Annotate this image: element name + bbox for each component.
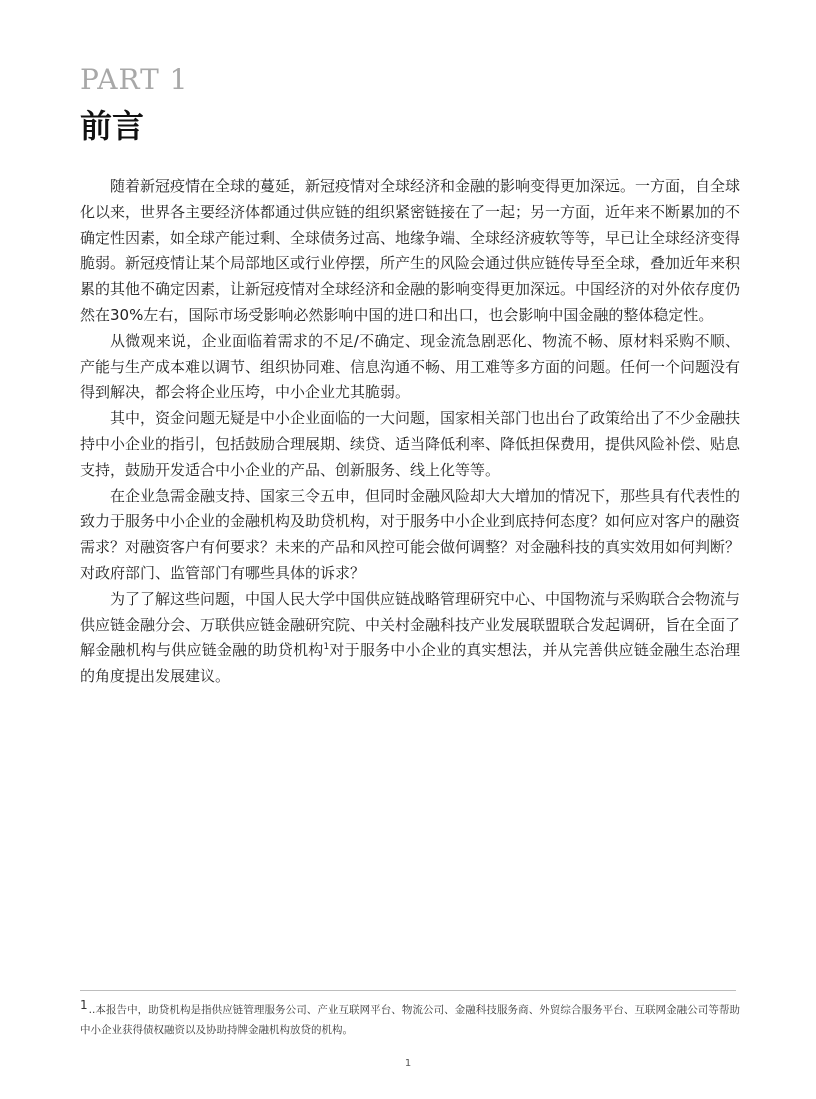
- body-text: [80, 174, 740, 690]
- footnote-text: 本报告中，助贷机构是指供应链管理服务公司、产业互联网平台、物流公司、金融科技服务商、外贸综合服务平台、互联网金融公司等帮助中小企业获得债权融资以及协助持牌金融机构放贷的机构。: [80, 1004, 740, 1036]
- footnote-divider: [80, 990, 736, 991]
- paragraph-5-text-after: 对于服务中小企业的真实想法，并从完善供应链金融生态治理的角度提出发展建议。: [80, 641, 740, 686]
- part-label: PART 1: [80, 63, 189, 96]
- footnote-separator: ..: [88, 1004, 96, 1016]
- paragraph-4: 在企业急需金融支持、国家三令五申，但同时金融风险却大大增加的情况下，那些具有代表性的致力于服务中小企业的金融机构及助贷机构，对于服务中小企业到底持何态度？如何应对客户的融资需求？对融资客户有何要求？未来的产品和风控可能会做何调整？对金融科技的真实效用如何判断？对政府部门、监管部门有哪些具体的诉求？: [80, 486, 741, 582]
- paragraph-5-text-before: 为了了解这些问题，中国人民大学中国供应链战略管理研究中心、中国物流与采购联合会物流与供应链金融分会、万联供应链金融研究院、中关村金融科技产业发展联盟联合发起调研，旨在全面了解金融机构与供应链金融的助贷机构: [80, 589, 741, 660]
- paragraph-3: 其中，资金问题无疑是中小企业面临的一大问题，国家相关部门也出台了政策给出了不少金融扶持中小企业的指引，包括鼓励合理展期、续贷、适当降低利率、降低担保费用，提供风险补偿、贴息支持，鼓励开发适合中小企业的产品、创新服务、线上化等等。: [80, 409, 741, 479]
- paragraph-2: 从微观来说，企业面临着需求的不足/不确定、现金流急剧恶化、物流不畅、原材料采购不顺、产能与生产成本难以调节、组织协同难、信息沟通不畅、用工难等多方面的问题。任何一个问题没有得到解决，都会将企业压垮，中小企业尤其脆弱。: [80, 331, 741, 402]
- paragraph-1: 随着新冠疫情在全球的蔓延，新冠疫情对全球经济和金融的影响变得更加深远。一方面，自全球化以来，世界各主要经济体都通过供应链的组织紧密链接在了一起；另一方面，近年来不断累加的不确定性因素，如全球产能过剩、全球债务过高、地缘争端、全球经济疲软等等，早已让全球经济变得脆弱。新冠疫情让某个局部地区或行业停摆，所产生的风险会通过供应链传导至全球，叠加近年来积累的其他不确定因素，让新冠疫情对全球经济和金融的影响变得更加深远。中国经济的对外依存度仍然在30%左右，国际市场受影响必然影响中国的进口和出口，也会影响中国金融的整体稳定性。: [80, 177, 741, 324]
- footnote-number: 1: [80, 997, 88, 1012]
- page-number: 1: [404, 1058, 412, 1069]
- footnote-reference[interactable]: 1: [323, 642, 330, 653]
- paragraph-5: [80, 587, 740, 690]
- footnote: [80, 997, 740, 1040]
- page-title: 前言: [80, 107, 145, 145]
